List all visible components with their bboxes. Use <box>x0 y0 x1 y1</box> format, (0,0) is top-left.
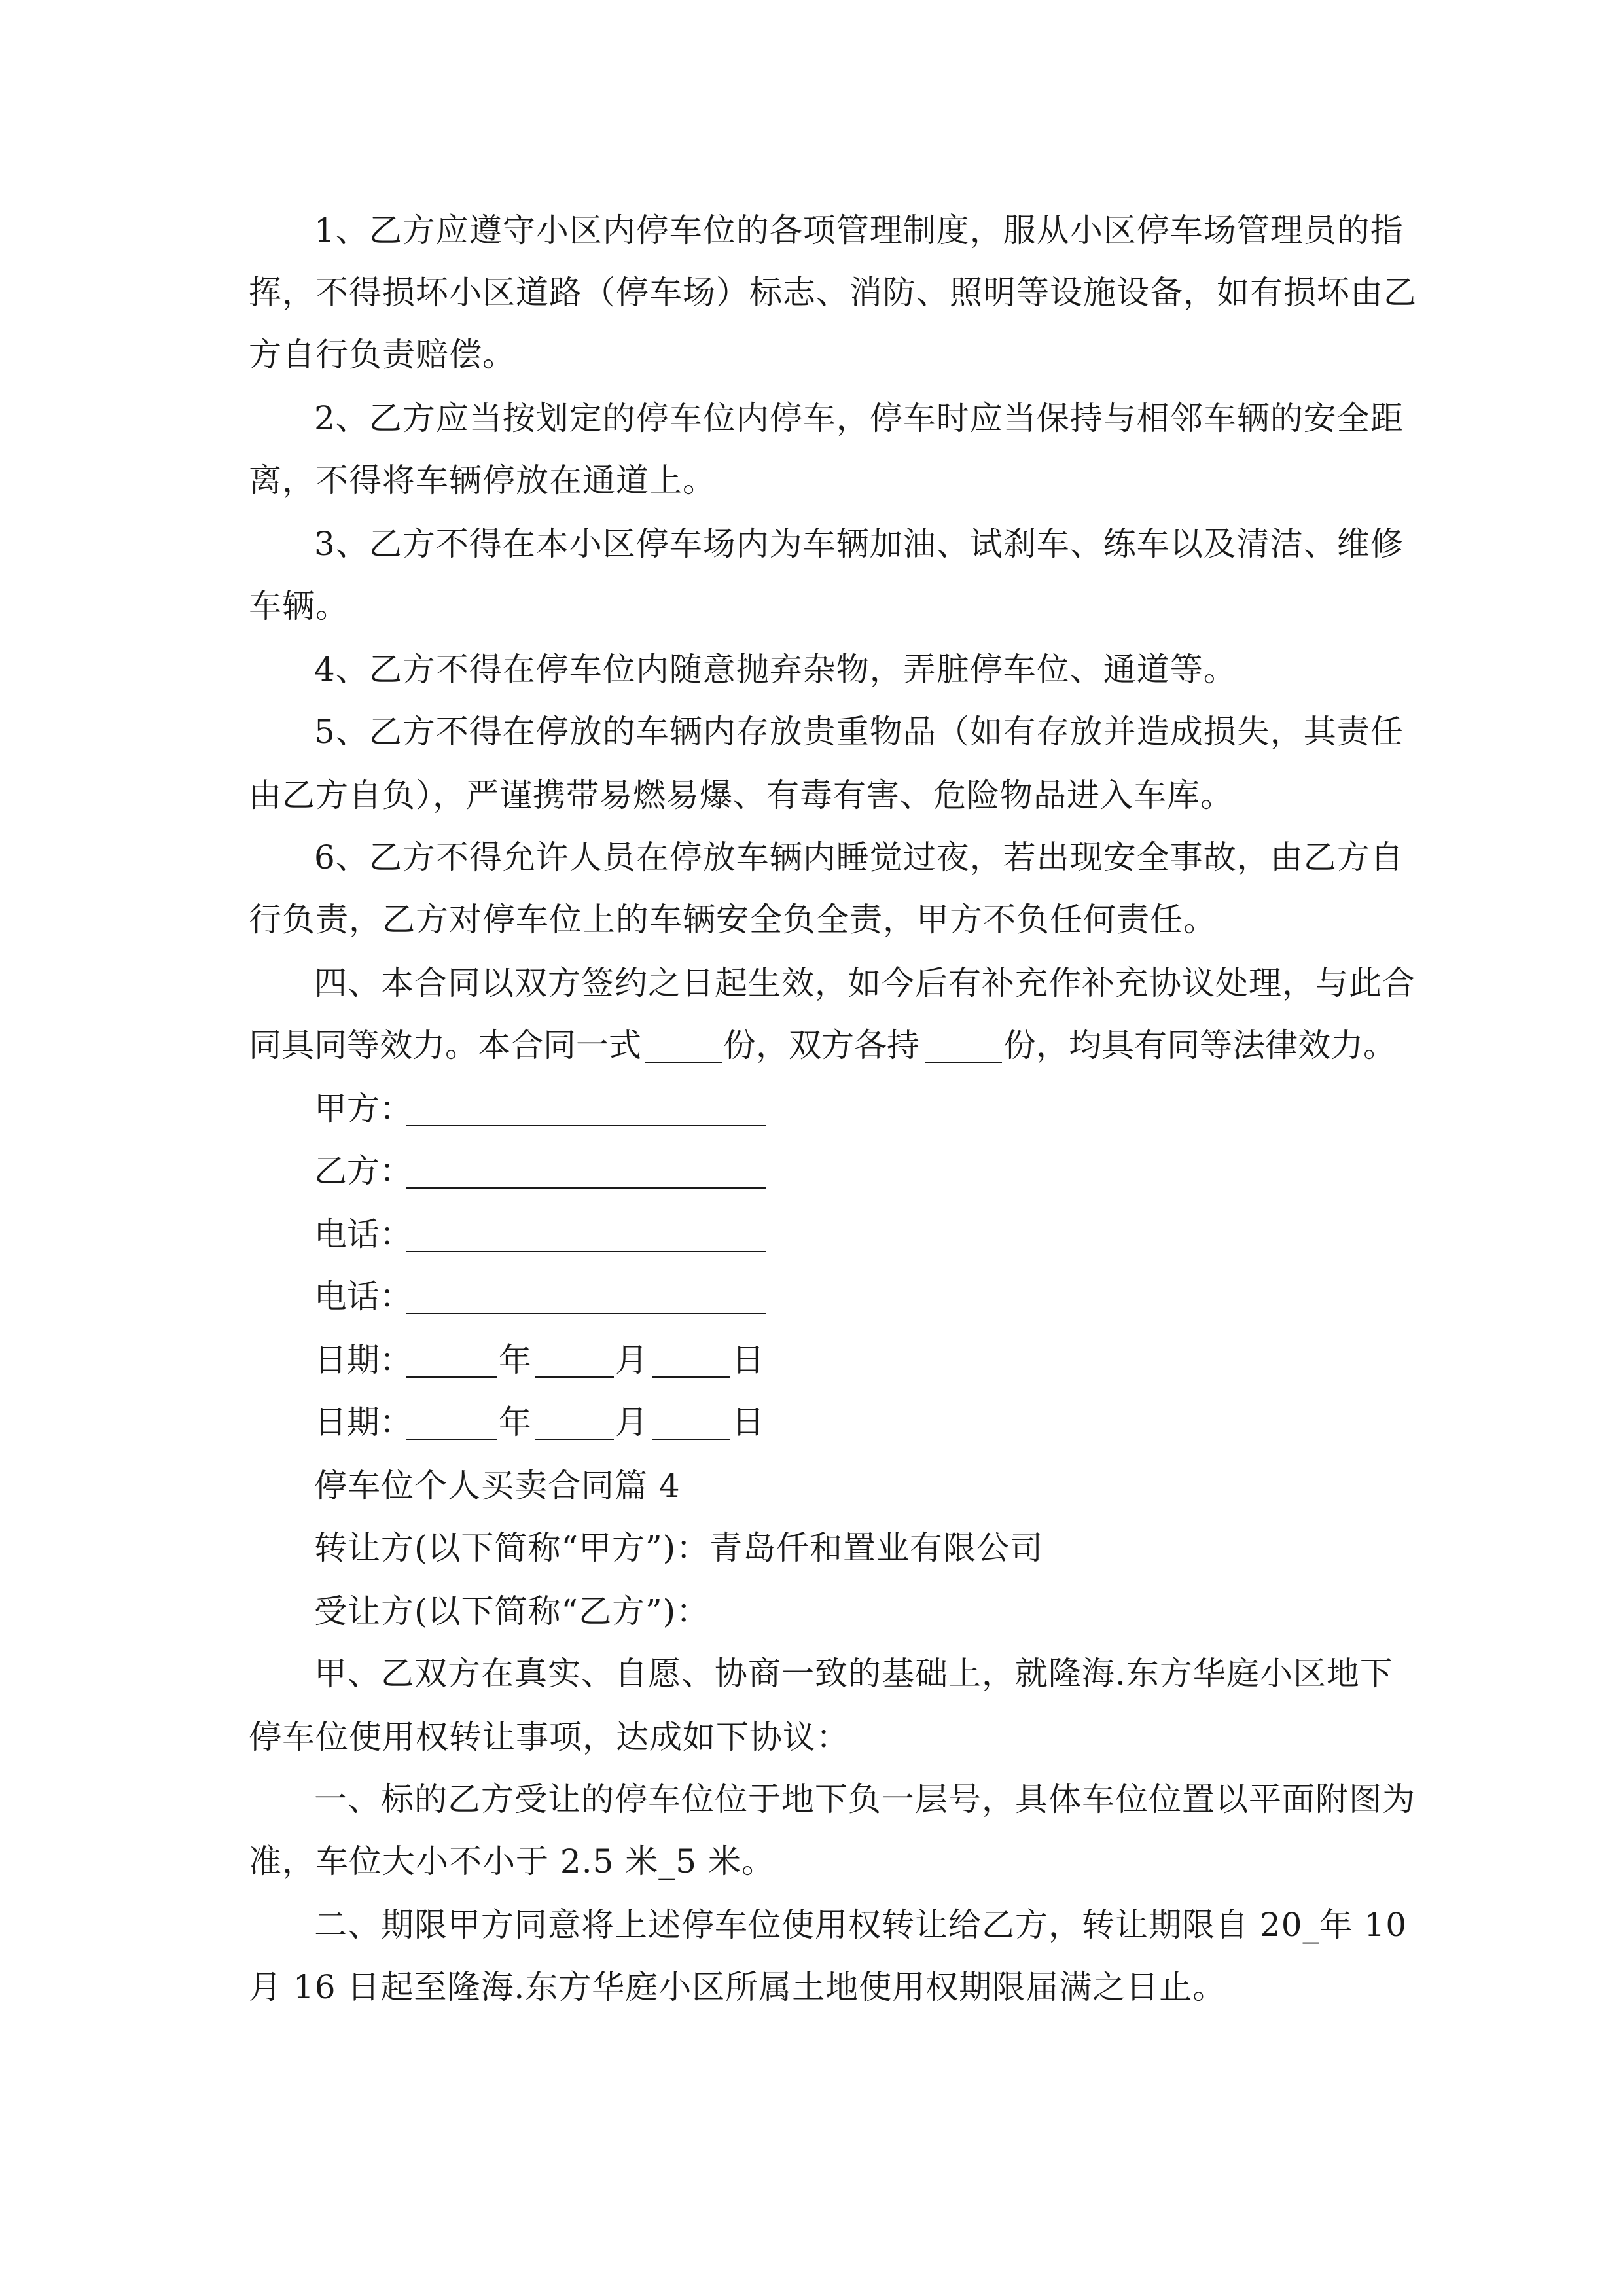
section-4-line-2-part-b: 份，双方各持 <box>723 1026 919 1064</box>
date-1-year-label: 年 <box>499 1341 531 1379</box>
article-2-line-2: 月 16 日起至隆海.东方华庭小区所属土地使用权期限届满之日止。 <box>249 1968 1226 2006</box>
clause-5-line-2: 由乙方自负），严谨携带易燃易爆、有毒有害、危险物品进入车库。 <box>249 776 1234 814</box>
date-2-day-field[interactable] <box>652 1439 730 1440</box>
date-1-day-field[interactable] <box>652 1376 730 1378</box>
clause-3-line-1: 3、乙方不得在本小区停车场内为车辆加油、试刹车、练车以及清洁、维修 <box>314 525 1404 563</box>
clause-1-line-3: 方自行负责赔偿。 <box>249 336 516 374</box>
phone-1-field[interactable] <box>406 1251 766 1252</box>
intro-line-2: 停车位使用权转让事项，达成如下协议： <box>249 1718 849 1756</box>
phone-1-label: 电话： <box>314 1215 412 1253</box>
date-2-month-field[interactable] <box>535 1439 614 1440</box>
clause-3-line-2: 车辆。 <box>249 587 349 625</box>
phone-2-label: 电话： <box>314 1278 412 1316</box>
clause-1-line-1: 1、乙方应遵守小区内停车位的各项管理制度，服从小区停车场管理员的指 <box>314 211 1404 249</box>
copies-each-blank[interactable] <box>925 1062 1002 1063</box>
date-1-label: 日期： <box>314 1341 412 1379</box>
date-2-day-label: 日 <box>732 1403 764 1441</box>
party-b-label: 乙方： <box>314 1152 412 1190</box>
clause-6-line-2: 行负责，乙方对停车位上的车辆安全负全责，甲方不负任何责任。 <box>249 901 1217 939</box>
contract-4-heading: 停车位个人买卖合同篇 4 <box>314 1467 681 1505</box>
date-2-year-label: 年 <box>499 1403 531 1441</box>
clause-5-line-1: 5、乙方不得在停放的车辆内存放贵重物品（如有存放并造成损失，其责任 <box>314 713 1404 751</box>
phone-2-field[interactable] <box>406 1313 766 1314</box>
clause-2-line-1: 2、乙方应当按划定的停车位内停车，停车时应当保持与相邻车辆的安全距 <box>314 399 1404 437</box>
date-1-year-field[interactable] <box>406 1376 497 1378</box>
party-a-label: 甲方： <box>314 1090 412 1128</box>
article-2-line-1: 二、期限甲方同意将上述停车位使用权转让给乙方，转让期限自 20_年 10 <box>314 1906 1408 1944</box>
date-2-month-label: 月 <box>615 1403 648 1441</box>
section-4-line-2-part-a: 同具同等效力。本合同一式 <box>249 1026 641 1064</box>
transferor-line: 转让方(以下简称“甲方”)：青岛仟和置业有限公司 <box>314 1529 1044 1567</box>
clause-1-line-2: 挥，不得损坏小区道路（停车场）标志、消防、照明等设施设备，如有损坏由乙 <box>249 274 1417 312</box>
date-1-month-label: 月 <box>615 1341 648 1379</box>
date-1-month-field[interactable] <box>535 1376 614 1378</box>
date-1-day-label: 日 <box>732 1341 764 1379</box>
party-a-field[interactable] <box>406 1125 766 1126</box>
clause-2-line-2: 离，不得将车辆停放在通道上。 <box>249 461 716 499</box>
transferee-line: 受让方(以下简称“乙方”)： <box>314 1592 710 1630</box>
section-4-line-1: 四、本合同以双方签约之日起生效，如今后有补充作补充协议处理，与此合 <box>314 964 1416 1002</box>
party-b-field[interactable] <box>406 1187 766 1189</box>
date-2-label: 日期： <box>314 1403 412 1441</box>
article-1-line-1: 一、标的乙方受让的停车位位于地下负一层号，具体车位位置以平面附图为 <box>314 1780 1416 1818</box>
clause-6-line-1: 6、乙方不得允许人员在停放车辆内睡觉过夜，若出现安全事故，由乙方自 <box>314 838 1404 876</box>
clause-4-line-1: 4、乙方不得在停车位内随意抛弃杂物，弄脏停车位、通道等。 <box>314 651 1237 689</box>
copies-blank[interactable] <box>645 1062 722 1063</box>
section-4-line-2-part-c: 份，均具有同等法律效力。 <box>1003 1026 1396 1064</box>
date-2-year-field[interactable] <box>406 1439 497 1440</box>
article-1-line-2: 准，车位大小不小于 2.5 米_5 米。 <box>249 1842 776 1880</box>
intro-line-1: 甲、乙双方在真实、自愿、协商一致的基础上，就隆海.东方华庭小区地下 <box>314 1655 1393 1693</box>
